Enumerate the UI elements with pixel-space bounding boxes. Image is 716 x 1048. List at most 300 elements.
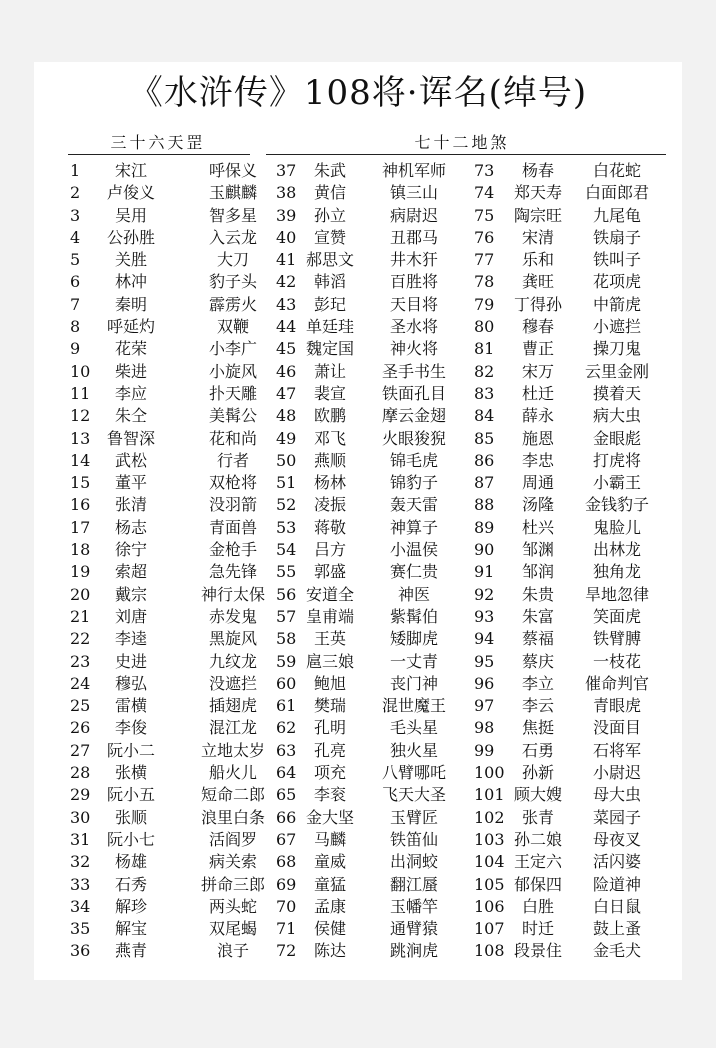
hero-number: 102	[474, 807, 505, 827]
hero-row	[276, 450, 496, 472]
hero-epithet: 神行太保	[200, 584, 265, 604]
hero-epithet: 拼命三郎	[200, 874, 265, 894]
hero-name: 王定六	[513, 852, 562, 872]
hero-name: 孙二娘	[513, 829, 562, 849]
hero-epithet: 母大虫	[592, 785, 641, 805]
hero-number: 96	[474, 673, 495, 693]
document-page	[34, 62, 682, 980]
hero-name: 杨春	[521, 161, 554, 180]
hero-row	[474, 227, 694, 249]
page-title: 《水浒传》108将·诨名(绰号)	[128, 73, 588, 113]
hero-row	[474, 517, 694, 539]
hero-row	[276, 673, 496, 695]
hero-number: 98	[474, 718, 495, 738]
hero-row	[474, 494, 694, 516]
hero-number: 92	[474, 584, 495, 604]
hero-row	[474, 383, 694, 405]
hero-row	[70, 807, 290, 829]
hero-name: 皇甫端	[305, 606, 354, 626]
hero-name: 张顺	[114, 807, 147, 827]
hero-epithet: 八臂哪吒	[381, 763, 446, 783]
hero-name: 邹润	[521, 562, 554, 582]
hero-number: 94	[474, 629, 495, 649]
hero-number: 70	[276, 896, 297, 916]
hero-number: 89	[474, 517, 495, 537]
hero-row	[70, 561, 290, 583]
hero-epithet: 立地太岁	[200, 740, 265, 760]
hero-name: 石秀	[114, 874, 147, 894]
hero-number: 76	[474, 227, 495, 247]
hero-epithet: 打虎将	[592, 450, 641, 470]
hero-number: 29	[70, 785, 91, 805]
hero-name: 阮小五	[106, 785, 155, 805]
hero-epithet: 矮脚虎	[389, 629, 438, 649]
hero-epithet: 井木犴	[389, 250, 438, 270]
hero-number: 1	[70, 161, 81, 180]
column-disha-1	[276, 160, 496, 963]
hero-name: 柴进	[114, 361, 147, 381]
hero-name: 阮小七	[106, 829, 155, 849]
hero-row	[276, 717, 496, 739]
hero-number: 79	[474, 294, 495, 314]
hero-name: 吴用	[114, 205, 147, 225]
hero-number: 71	[276, 919, 297, 939]
hero-name: 张横	[114, 763, 147, 783]
hero-epithet: 病尉迟	[389, 205, 438, 225]
hero-number: 12	[70, 406, 91, 426]
hero-epithet: 铁臂膊	[592, 629, 641, 649]
hero-name: 阮小二	[106, 740, 155, 760]
hero-name: 雷横	[114, 696, 147, 716]
hero-name: 侯健	[313, 919, 346, 939]
hero-number: 27	[70, 740, 91, 760]
hero-name: 鲁智深	[106, 428, 155, 448]
hero-number: 43	[276, 294, 297, 314]
hero-row	[474, 338, 694, 360]
hero-number: 28	[70, 763, 91, 783]
hero-epithet: 行者	[216, 450, 249, 470]
hero-name: 刘唐	[114, 606, 147, 626]
hero-number: 48	[276, 406, 297, 426]
hero-row	[276, 472, 496, 494]
hero-name: 白胜	[521, 896, 554, 916]
hero-row	[474, 182, 694, 204]
hero-epithet: 两头蛇	[208, 896, 257, 916]
hero-number: 95	[474, 651, 495, 671]
hero-number: 11	[70, 383, 91, 403]
hero-number: 84	[474, 406, 495, 426]
hero-row	[276, 874, 496, 896]
hero-row	[70, 227, 290, 249]
hero-epithet: 入云龙	[208, 227, 257, 247]
hero-number: 33	[70, 874, 91, 894]
hero-row	[70, 651, 290, 673]
hero-number: 85	[474, 428, 495, 448]
hero-number: 50	[276, 450, 297, 470]
hero-epithet: 云里金刚	[584, 361, 649, 381]
hero-name: 秦明	[114, 294, 147, 314]
hero-row	[70, 829, 290, 851]
hero-name: 单廷珪	[305, 317, 354, 337]
hero-number: 30	[70, 807, 91, 827]
hero-epithet: 豹子头	[208, 272, 257, 292]
hero-row	[276, 517, 496, 539]
hero-row	[70, 628, 290, 650]
hero-row	[276, 561, 496, 583]
hero-number: 103	[474, 829, 505, 849]
hero-epithet: 铁扇子	[592, 227, 641, 247]
hero-row	[474, 695, 694, 717]
hero-epithet: 病关索	[208, 852, 257, 872]
hero-row	[276, 940, 496, 962]
hero-name: 孙新	[521, 763, 554, 783]
hero-name: 解宝	[114, 919, 147, 939]
hero-name: 郝思文	[305, 250, 354, 270]
hero-name: 杨雄	[114, 852, 147, 872]
hero-name: 杜迁	[521, 383, 554, 403]
hero-epithet: 短命二郎	[200, 785, 265, 805]
hero-epithet: 圣水将	[389, 317, 438, 337]
hero-number: 83	[474, 383, 495, 403]
hero-name: 童猛	[313, 874, 346, 894]
hero-epithet: 母夜叉	[592, 829, 641, 849]
hero-name: 穆春	[521, 317, 554, 337]
hero-number: 45	[276, 339, 297, 359]
hero-row	[276, 606, 496, 628]
hero-number: 13	[70, 428, 91, 448]
hero-row	[70, 717, 290, 739]
hero-epithet: 锦毛虎	[389, 450, 438, 470]
hero-epithet: 金枪手	[208, 540, 257, 560]
hero-row	[474, 160, 694, 182]
hero-row	[70, 361, 290, 383]
hero-epithet: 小温侯	[389, 540, 438, 560]
hero-epithet: 活阎罗	[208, 829, 257, 849]
hero-name: 张青	[521, 807, 554, 827]
hero-name: 朱富	[521, 606, 554, 626]
hero-name: 段景住	[513, 941, 562, 961]
hero-name: 徐宁	[114, 540, 147, 560]
hero-number: 61	[276, 696, 297, 716]
hero-name: 宣赞	[313, 227, 346, 247]
hero-epithet: 神火将	[389, 339, 438, 359]
hero-name: 蒋敬	[313, 517, 346, 537]
hero-epithet: 火眼狻猊	[381, 428, 446, 448]
hero-number: 26	[70, 718, 91, 738]
hero-row	[70, 494, 290, 516]
hero-name: 郁保四	[513, 874, 562, 894]
hero-name: 邓飞	[313, 428, 346, 448]
hero-name: 武松	[114, 450, 147, 470]
hero-number: 58	[276, 629, 297, 649]
hero-row	[70, 517, 290, 539]
hero-row	[276, 271, 496, 293]
hero-name: 丁得孙	[513, 294, 562, 314]
hero-epithet: 小霸王	[592, 473, 641, 493]
hero-epithet: 铁叫子	[592, 250, 641, 270]
hero-name: 卢俊义	[106, 183, 155, 203]
hero-number: 97	[474, 696, 495, 716]
hero-epithet: 活闪婆	[592, 852, 641, 872]
hero-epithet: 没羽箭	[208, 495, 257, 515]
hero-number: 63	[276, 740, 297, 760]
column-tiangang	[70, 160, 290, 963]
hero-row	[474, 472, 694, 494]
hero-row	[276, 405, 496, 427]
hero-number: 19	[70, 562, 91, 582]
hero-name: 燕青	[114, 941, 147, 961]
hero-epithet: 锦豹子	[389, 473, 438, 493]
hero-epithet: 九尾龟	[592, 205, 641, 225]
hero-epithet: 中箭虎	[592, 294, 641, 314]
hero-number: 104	[474, 852, 505, 872]
hero-number: 47	[276, 383, 297, 403]
hero-name: 朱仝	[114, 406, 147, 426]
hero-number: 55	[276, 562, 297, 582]
hero-number: 39	[276, 205, 297, 225]
hero-name: 童威	[313, 852, 346, 872]
hero-row	[70, 182, 290, 204]
hero-name: 焦挺	[521, 718, 554, 738]
hero-number: 20	[70, 584, 91, 604]
hero-epithet: 霹雳火	[208, 294, 257, 314]
hero-number: 81	[474, 339, 495, 359]
hero-name: 马麟	[313, 829, 346, 849]
hero-number: 80	[474, 317, 495, 337]
hero-row	[276, 249, 496, 271]
hero-epithet: 通臂猿	[389, 919, 438, 939]
hero-number: 35	[70, 919, 91, 939]
hero-name: 扈三娘	[305, 651, 354, 671]
hero-row	[276, 182, 496, 204]
hero-row	[276, 294, 496, 316]
hero-number: 53	[276, 517, 297, 537]
hero-number: 93	[474, 606, 495, 626]
hero-row	[276, 361, 496, 383]
hero-name: 吕方	[313, 540, 346, 560]
hero-name: 薛永	[521, 406, 554, 426]
hero-name: 索超	[114, 562, 147, 582]
hero-name: 孟康	[313, 896, 346, 916]
hero-name: 朱武	[313, 161, 346, 180]
hero-number: 100	[474, 763, 505, 783]
hero-name: 安道全	[305, 584, 354, 604]
hero-name: 邹渊	[521, 540, 554, 560]
hero-epithet: 鼓上蚤	[592, 919, 641, 939]
hero-row	[276, 205, 496, 227]
hero-row	[70, 695, 290, 717]
hero-name: 李应	[114, 383, 147, 403]
hero-name: 戴宗	[114, 584, 147, 604]
hero-name: 朱贵	[521, 584, 554, 604]
hero-name: 宋江	[114, 161, 147, 180]
hero-epithet: 神算子	[389, 517, 438, 537]
hero-row	[70, 160, 290, 182]
hero-epithet: 小李广	[208, 339, 257, 359]
hero-epithet: 白面郎君	[584, 183, 649, 203]
hero-epithet: 白日鼠	[592, 896, 641, 916]
hero-row	[276, 807, 496, 829]
hero-row	[474, 294, 694, 316]
hero-row	[276, 494, 496, 516]
hero-name: 李云	[521, 696, 554, 716]
hero-epithet: 九纹龙	[208, 651, 257, 671]
hero-name: 萧让	[313, 361, 346, 381]
hero-row	[276, 428, 496, 450]
hero-row	[474, 784, 694, 806]
hero-row	[276, 539, 496, 561]
hero-epithet: 青面兽	[208, 517, 257, 537]
hero-number: 23	[70, 651, 91, 671]
hero-number: 77	[474, 250, 495, 270]
hero-row	[474, 673, 694, 695]
section-header-disha: 七十二地煞	[414, 133, 510, 152]
hero-epithet: 丑郡马	[389, 227, 438, 247]
hero-row	[276, 762, 496, 784]
hero-epithet: 花项虎	[592, 272, 641, 292]
hero-name: 宋清	[521, 227, 554, 247]
hero-number: 82	[474, 361, 495, 381]
hero-number: 68	[276, 852, 297, 872]
hero-name: 凌振	[313, 495, 346, 515]
hero-row	[474, 762, 694, 784]
hero-row	[70, 383, 290, 405]
hero-row	[474, 628, 694, 650]
hero-row	[276, 896, 496, 918]
hero-row	[276, 227, 496, 249]
hero-name: 花荣	[114, 339, 147, 359]
hero-epithet: 飞天大圣	[381, 785, 446, 805]
hero-row	[474, 361, 694, 383]
hero-row	[70, 762, 290, 784]
hero-name: 孔明	[313, 718, 346, 738]
hero-epithet: 双尾蝎	[208, 919, 257, 939]
hero-number: 18	[70, 540, 91, 560]
hero-number: 14	[70, 450, 91, 470]
hero-number: 10	[70, 361, 91, 381]
hero-name: 周通	[521, 473, 554, 493]
hero-epithet: 独角龙	[592, 562, 641, 582]
hero-number: 5	[70, 250, 81, 270]
hero-number: 31	[70, 829, 91, 849]
hero-row	[474, 450, 694, 472]
hero-epithet: 跳涧虎	[389, 941, 438, 961]
hero-row	[276, 628, 496, 650]
hero-row	[276, 383, 496, 405]
hero-number: 7	[70, 294, 81, 314]
hero-row	[474, 539, 694, 561]
hero-row	[70, 918, 290, 940]
hero-row	[276, 829, 496, 851]
hero-name: 解珍	[114, 896, 147, 916]
hero-number: 101	[474, 785, 505, 805]
hero-number: 2	[70, 183, 81, 203]
hero-row	[474, 717, 694, 739]
hero-name: 陈达	[313, 941, 346, 961]
hero-name: 孙立	[313, 205, 346, 225]
hero-number: 34	[70, 896, 91, 916]
hero-row	[276, 584, 496, 606]
hero-epithet: 呼保义	[208, 161, 257, 180]
hero-name: 韩滔	[313, 272, 346, 292]
hero-epithet: 插翅虎	[208, 696, 257, 716]
hero-number: 46	[276, 361, 297, 381]
hero-name: 魏定国	[305, 339, 354, 359]
hero-row	[474, 851, 694, 873]
hero-number: 44	[276, 317, 297, 337]
hero-row	[276, 851, 496, 873]
hero-epithet: 神机军师	[381, 161, 446, 180]
hero-epithet: 紫髯伯	[389, 606, 438, 626]
hero-row	[70, 673, 290, 695]
hero-row	[276, 316, 496, 338]
hero-epithet: 小遮拦	[592, 317, 641, 337]
hero-epithet: 没面目	[592, 718, 641, 738]
hero-row	[474, 205, 694, 227]
hero-row	[70, 472, 290, 494]
hero-row	[70, 539, 290, 561]
hero-row	[474, 428, 694, 450]
hero-name: 燕顺	[313, 450, 346, 470]
hero-epithet: 大刀	[216, 250, 249, 270]
hero-epithet: 险道神	[592, 874, 641, 894]
hero-row	[70, 940, 290, 962]
hero-row	[474, 740, 694, 762]
hero-row	[474, 651, 694, 673]
hero-epithet: 黑旋风	[208, 629, 257, 649]
hero-number: 36	[70, 941, 91, 961]
hero-epithet: 小尉迟	[592, 763, 641, 783]
hero-row	[474, 606, 694, 628]
hero-number: 6	[70, 272, 81, 292]
hero-number: 78	[474, 272, 495, 292]
section-header-tiangang: 三十六天罡	[110, 133, 206, 152]
hero-epithet: 美髯公	[208, 406, 257, 426]
hero-epithet: 笑面虎	[592, 606, 641, 626]
hero-name: 施恩	[521, 428, 554, 448]
hero-number: 75	[474, 205, 495, 225]
hero-row	[474, 561, 694, 583]
hero-epithet: 赤发鬼	[208, 606, 257, 626]
hero-row	[70, 338, 290, 360]
hero-number: 62	[276, 718, 297, 738]
hero-number: 17	[70, 517, 91, 537]
hero-number: 91	[474, 562, 495, 582]
hero-row	[474, 249, 694, 271]
hero-number: 4	[70, 227, 81, 247]
hero-row	[276, 784, 496, 806]
hero-row	[276, 338, 496, 360]
hero-number: 108	[474, 941, 505, 961]
hero-epithet: 金毛犬	[592, 941, 641, 961]
hero-epithet: 白花蛇	[592, 161, 641, 180]
hero-epithet: 独火星	[389, 740, 438, 760]
hero-epithet: 操刀鬼	[592, 339, 641, 359]
hero-epithet: 赛仁贵	[389, 562, 438, 582]
hero-epithet: 石将军	[592, 740, 641, 760]
hero-name: 蔡福	[521, 629, 554, 649]
hero-row	[276, 695, 496, 717]
hero-number: 32	[70, 852, 91, 872]
hero-number: 64	[276, 763, 297, 783]
hero-epithet: 菜园子	[592, 807, 641, 827]
column-disha-2	[474, 160, 694, 963]
hero-epithet: 丧门神	[389, 673, 438, 693]
hero-row	[474, 829, 694, 851]
hero-epithet: 浪子	[216, 941, 249, 961]
hero-number: 88	[474, 495, 495, 515]
hero-name: 董平	[114, 473, 147, 493]
